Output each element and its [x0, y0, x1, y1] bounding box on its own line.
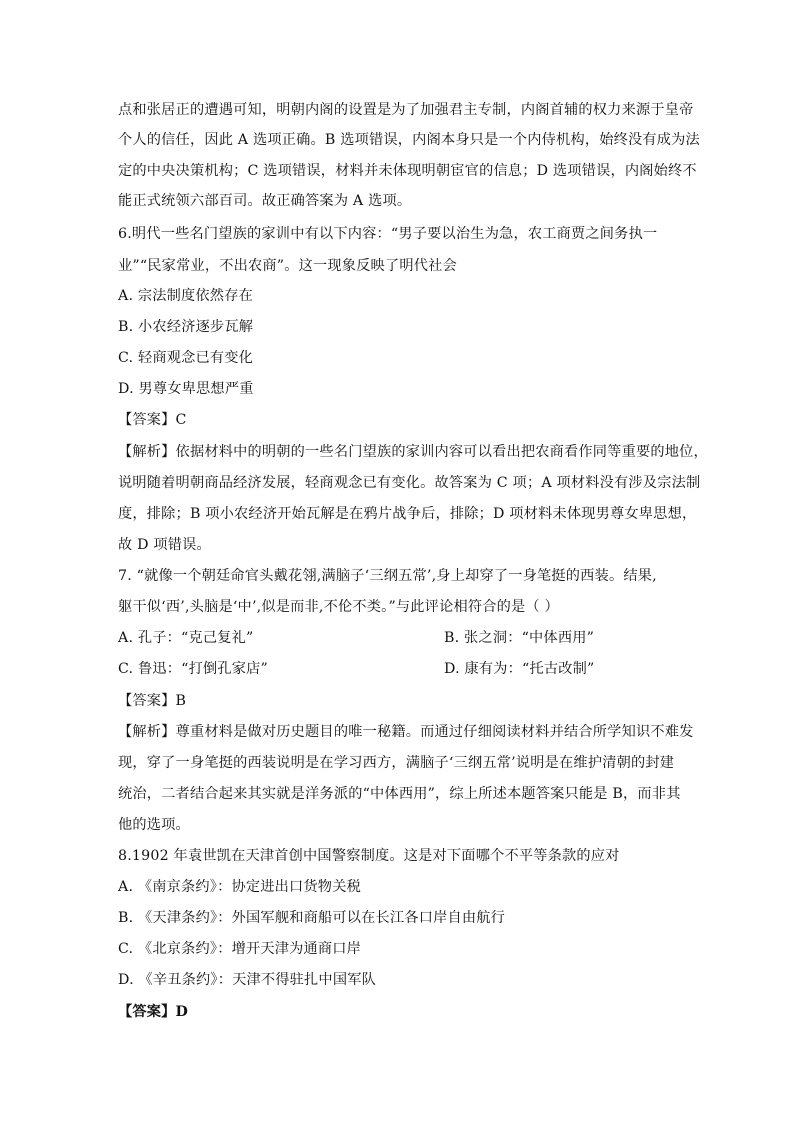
question-6-analysis: 说明随着明朝商品经济发展，轻商观念已有变化。故答案为 C 项；A 项材料没有涉及宗法制	[118, 475, 701, 491]
question-7-option-c: C. 鲁迅：“打倒孔家店”	[118, 661, 268, 677]
question-7-stem: 躯干似‘西’,头脑是‘中’,似是而非,不伦不类。”与此评论相符合的是（ ）	[118, 599, 559, 615]
question-8-answer: 【答案】D	[118, 1004, 189, 1020]
question-7-analysis: 现，穿了一身笔挺的西装说明是在学习西方，满脑子‘三纲五常’说明是在维护清朝的封建	[118, 755, 675, 771]
question-7-stem: 7. “就像一个朝廷命官头戴花翎,满脑子‘三纲五常’,身上却穿了一身笔挺的西装。结果,	[118, 568, 657, 584]
question-6-option-a: A. 宗法制度依然存在	[118, 288, 253, 304]
question-6-answer: 【答案】C	[118, 412, 187, 428]
question-6-option-b: B. 小农经济逐步瓦解	[118, 319, 254, 335]
question-7-option-b: B. 张之洞：“中体西用”	[444, 630, 595, 646]
question-7-analysis: 他的选项。	[118, 817, 190, 833]
question-6-analysis: 【解析】依据材料中的明朝的一些名门望族的家训内容可以看出把农商看作同等重要的地位，	[118, 444, 708, 460]
analysis-line: 能正式统领六部百司。故正确答案为 A 选项。	[118, 193, 412, 209]
analysis-line: 定的中央决策机构；C 选项错误，材料并未体现明朝宦官的信息；D 选项错误，内阁始终不	[118, 163, 697, 179]
question-6-option-c: C. 轻商观念已有变化	[118, 350, 254, 366]
question-6-stem: 业”“民家常业，不出农商”。这一现象反映了明代社会	[118, 258, 457, 274]
question-6-stem: 6.明代一些名门望族的家训中有以下内容：“男子要以治生为急，农工商贾之间务执一	[118, 226, 658, 242]
question-6-analysis: 故 D 项错误。	[118, 537, 211, 553]
question-7-analysis: 【解析】尊重材料是做对历史题目的唯一秘籍。而通过仔细阅读材料并结合所学知识不难发	[118, 724, 694, 740]
analysis-line: 点和张居正的遭遇可知，明朝内阁的设置是为了加强君主专制，内阁首辅的权力来源于皇帝	[118, 102, 694, 118]
question-6-option-d: D. 男尊女卑思想严重	[118, 381, 254, 397]
analysis-line: 个人的信任，因此 A 选项正确。B 选项错误，内阁本身只是一个内侍机构，始终没有成为法	[118, 132, 700, 148]
question-7-answer: 【答案】B	[118, 693, 187, 709]
question-8-stem: 8.1902 年袁世凯在天津首创中国警察制度。这是对下面哪个不平等条款的应对	[118, 848, 620, 864]
question-6-analysis: 度，排除；B 项小农经济开始瓦解是在鸦片战争后，排除；D 项材料未体现男尊女卑思想，	[118, 506, 697, 522]
question-8-option-b: B. 《天津条约》：外国军舰和商船可以在长江各口岸自由航行	[118, 910, 506, 926]
question-7-option-d: D. 康有为：“托古改制”	[444, 661, 595, 677]
question-8-option-a: A. 《南京条约》：协定进出口货物关税	[118, 879, 361, 895]
question-8-option-c: C. 《北京条约》：增开天津为通商口岸	[118, 941, 362, 957]
question-8-option-d: D. 《辛丑条约》：天津不得驻扎中国军队	[118, 972, 376, 988]
question-7-analysis: 统治，二者结合起来其实就是洋务派的“中体西用”，综上所述本题答案只能是 B，而非其	[118, 786, 681, 802]
question-7-option-a: A. 孔子：“克己复礼”	[118, 630, 254, 646]
